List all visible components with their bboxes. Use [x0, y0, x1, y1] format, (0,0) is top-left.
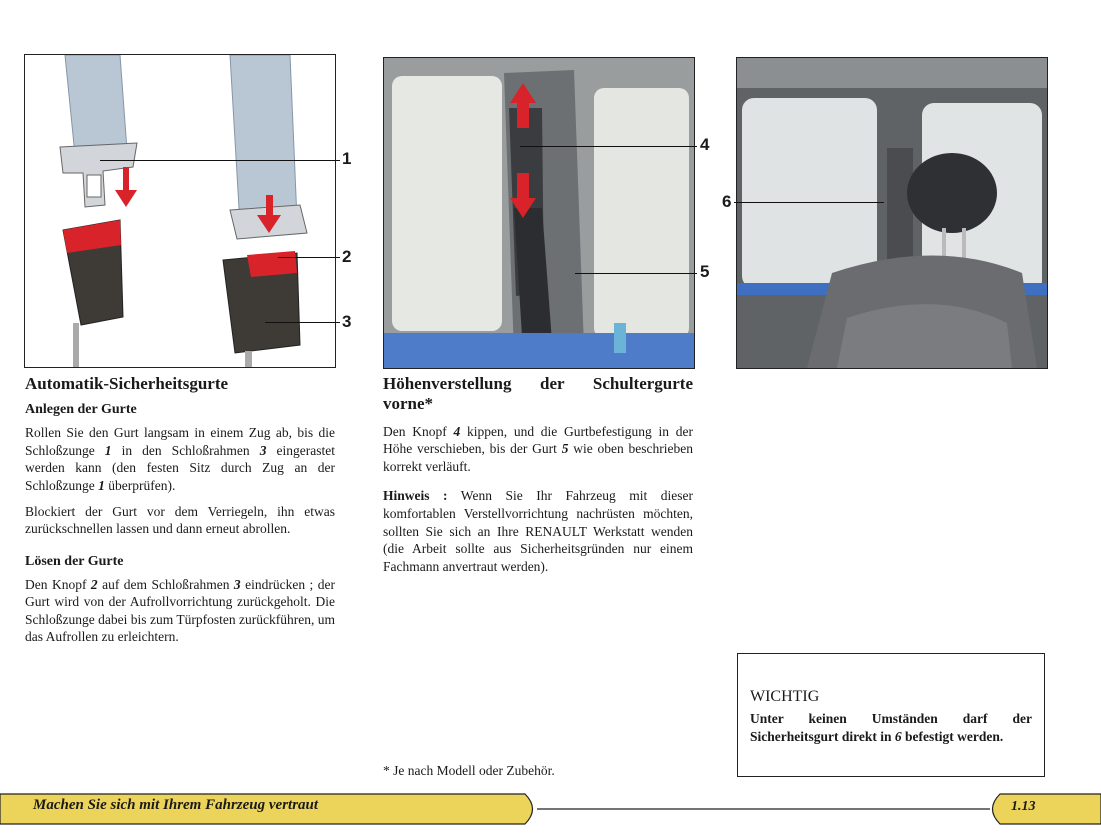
- figure-height-adjuster: [383, 57, 695, 369]
- subheading-releasing: Lösen der Gurte: [25, 553, 124, 569]
- figure-belt-buckles: [24, 54, 336, 368]
- paragraph-releasing: Den Knopf 2 auf dem Schloßrahmen 3 eindrücken ; der Gurt wird von der Aufrollvorrichtung zurückgeholt. Die Schloßzunge dabei bis zum Türpfosten zurückführen, um das Aufrollen zu erleichtern.: [25, 576, 335, 645]
- paragraph-blocked-belt: Blockiert der Gurt vor dem Verriegeln, ihn etwas zurückschnellen lassen und dann erneut abrollen.: [25, 503, 335, 537]
- callout-2: 2: [342, 247, 352, 266]
- callout-6: 6: [722, 192, 732, 211]
- paragraph-height-adjustment: Den Knopf 4 kippen, und die Gurtbefestigung in der Höhe verschieben, bis der Gurt 5 wie oben beschrieben korrekt verläuft.: [383, 423, 694, 474]
- seat-anchorage-illustration: [737, 58, 1047, 368]
- callout-line-6: [734, 202, 884, 203]
- left-column: [25, 374, 335, 646]
- callout-line-3: [265, 322, 340, 323]
- paragraph-fastening: Rollen Sie den Gurt langsam in einem Zug ab, bis die Schloßzunge 1 in den Schloßrahmen 3 eingerastet werden kann (den festen Sitz durch Zug an der Schloßzunge 1 überprüfen).: [25, 425, 335, 494]
- callout-line-1: [100, 160, 340, 161]
- footer-section-title: Machen Sie sich mit Ihrem Fahrzeug vertraut: [33, 797, 319, 813]
- subheading-fastening: Anlegen der Gurte: [25, 402, 137, 418]
- callout-4: 4: [700, 135, 710, 154]
- warning-title: WICHTIG: [750, 688, 820, 705]
- paragraph-note: Hinweis : Wenn Sie Ihr Fahrzeug mit dieser komfortablen Verstellvorrichtung nachrüsten möchten, sollten Sie sich an Ihre RENAULT Werkstatt wenden (die Arbeit sollte aus Sicherheitsgründen nur einem Fachmann anvertraut werden).: [383, 488, 693, 574]
- middle-column: [383, 374, 693, 575]
- callout-3: 3: [342, 312, 352, 331]
- warning-box: [737, 653, 1045, 777]
- callout-line-4: [520, 146, 697, 147]
- warning-text: Unter keinen Umständen darf der Sicherheitsgurt direkt in 6 befestigt werden.: [750, 711, 1032, 744]
- page-number: 1.13: [1011, 799, 1036, 814]
- section-title-automatic-belts: Automatik-Sicherheitsgurte: [25, 374, 229, 393]
- height-adjuster-illustration: [384, 58, 694, 368]
- figure-seat-anchorage: [736, 57, 1048, 369]
- callout-5: 5: [700, 262, 710, 281]
- footnote: * Je nach Modell oder Zubehör.: [383, 763, 555, 778]
- section-title-height-adjustment: Höhenverstellung der Schultergurte vorne*: [383, 374, 693, 414]
- callout-1: 1: [342, 149, 352, 168]
- callout-line-2: [278, 257, 340, 258]
- belt-buckle-illustration: [25, 55, 335, 367]
- note-label: Hinweis :: [383, 488, 448, 504]
- callout-line-5: [575, 273, 697, 274]
